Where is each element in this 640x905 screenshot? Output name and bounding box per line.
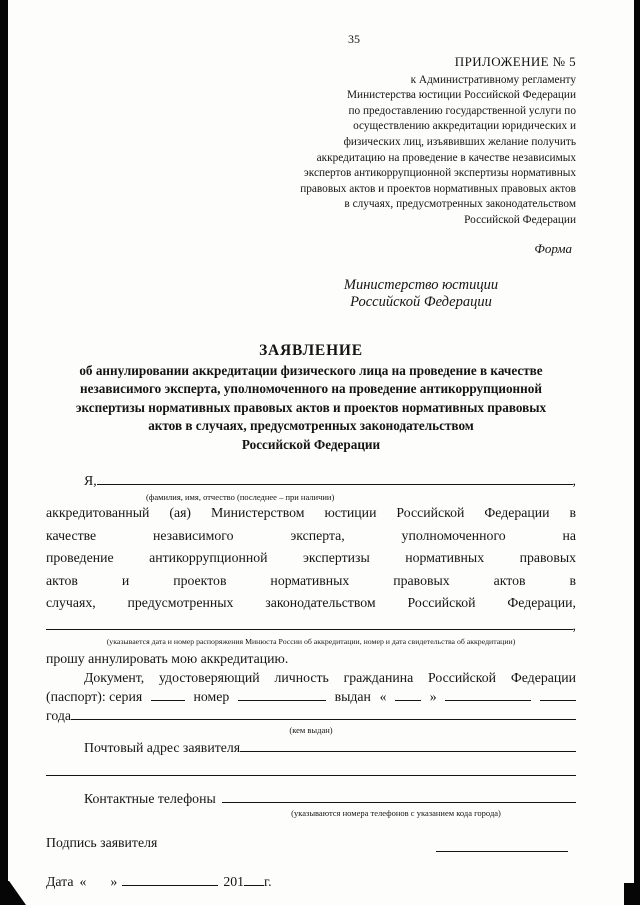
ya-label: Я,: [84, 473, 97, 489]
appendix-line: экспертов антикоррупционной экспертизы нормативных: [303, 167, 576, 180]
appendix-line: аккредитацию на проведение в качестве независимых: [316, 151, 576, 164]
year-digits-fill-line: [244, 872, 264, 886]
signature-row: [46, 833, 576, 852]
appendix-heading: ПРИЛОЖЕНИЕ № 5: [454, 54, 576, 69]
year-suffix: г.: [264, 874, 272, 890]
identity-document-sentence: Документ, удостоверяющий личность гражданина Российской Федерации: [84, 670, 576, 686]
phones-label: Контактные телефоны: [84, 791, 216, 807]
appendix-line: правовых актов и проектов нормативных правовых актов: [300, 182, 576, 195]
trailing-comma: ,: [572, 473, 576, 489]
appendix-line: физических лиц, изъявивших желание получить: [343, 135, 576, 148]
name-fill-line: [97, 471, 573, 485]
subtitle-line: независимого эксперта, уполномоченного на проведение антикоррупционной: [80, 381, 542, 397]
paragraph-line: аккредитованный (ая) Министерством юстиции Российской Федерации в: [46, 505, 576, 521]
passport-fill-row: [46, 687, 576, 706]
subtitle-line: экспертизы нормативных правовых актов и проектов нормативных правовых: [75, 399, 547, 415]
quote-close: »: [429, 689, 437, 705]
document-title: ЗАЯВЛЕНИЕ: [259, 341, 363, 359]
trailing-comma: ,: [572, 617, 576, 633]
year-prefix: 201: [223, 874, 245, 890]
postal-fill-line: [240, 738, 576, 752]
phones-row: [46, 789, 576, 808]
ministry-line: Министерство юстиции: [343, 276, 499, 293]
appendix-line: Министерства юстиции Российской Федерации: [346, 89, 576, 102]
series-fill-line: [151, 687, 185, 701]
order-fill-row: [46, 615, 576, 638]
appendix-line: к Административному регламенту: [410, 73, 576, 86]
quote-open: «: [379, 689, 387, 705]
signature-label: Подпись заявителя: [46, 835, 158, 851]
subtitle-line: актов в случаях, предусмотренных законодательством: [148, 418, 474, 434]
postal-label: Почтовый адрес заявителя: [84, 740, 241, 756]
page-number: 35: [348, 32, 360, 46]
appendix-block: [46, 54, 576, 229]
paragraph-line: качестве независимого эксперта, уполномоченного на: [46, 527, 576, 543]
year-fill-row: [46, 706, 576, 725]
appendix-line: в случаях, предусмотренных законодательством: [344, 198, 576, 211]
year-fill-line: [540, 687, 576, 701]
paragraph-line: проведение антикоррупционной экспертизы нормативных правовых: [46, 550, 576, 566]
ministry-heading: [266, 277, 576, 312]
ministry-line: Российской Федерации: [350, 294, 492, 311]
month-fill-line: [445, 687, 531, 701]
day-fill-line: [395, 687, 421, 701]
paragraph-line: случаях, предусмотренных законодательством Российской Федерации,: [46, 595, 576, 611]
subtitle-line: об аннулировании аккредитации физического лица на проведение в качестве: [79, 362, 543, 378]
quote-open: «: [79, 874, 87, 890]
form-label: Форма: [534, 240, 572, 256]
postal-address-row: [46, 738, 576, 757]
issued-by-caption: (кем выдан): [289, 725, 333, 736]
appendix-line: по предоставлению государственной услуги по: [348, 104, 576, 117]
issued-label: выдан: [334, 689, 371, 705]
passport-label: (паспорт): серия: [46, 689, 143, 705]
accreditation-paragraph: [46, 502, 576, 615]
number-fill-line: [238, 687, 326, 701]
postal-fill-line-continuation: [46, 757, 576, 776]
request-sentence: прошу аннулировать мою аккредитацию.: [46, 651, 289, 667]
name-fill-row: [46, 470, 576, 492]
signature-fill-line: [436, 846, 568, 852]
phones-fill-line: [222, 789, 576, 803]
order-fill-line: [46, 616, 573, 630]
phones-caption: (указываются номера телефонов с указанием кода города): [291, 808, 501, 819]
order-caption: (указывается дата и номер распоряжения Минюста России об аккредитации, номер и дата свидетельства об аккредитации): [106, 637, 516, 647]
fio-caption: (фамилия, имя, отчество (последнее – при наличии): [146, 492, 335, 503]
issued-by-fill-line: [71, 706, 576, 720]
paragraph-line: актов и проектов нормативных правовых актов в: [46, 572, 576, 588]
appendix-line: осуществлению аккредитации юридических и: [353, 120, 576, 133]
quote-close: »: [110, 874, 118, 890]
month-fill-line: [122, 872, 218, 886]
appendix-line: Российской Федерации: [464, 213, 576, 226]
document-subtitle: [46, 362, 576, 455]
number-label: номер: [193, 689, 230, 705]
document-body: [46, 470, 576, 891]
date-row: [46, 872, 576, 891]
subtitle-line: Российской Федерации: [241, 436, 381, 452]
year-word: года: [46, 708, 71, 724]
date-label: Дата: [46, 874, 74, 890]
